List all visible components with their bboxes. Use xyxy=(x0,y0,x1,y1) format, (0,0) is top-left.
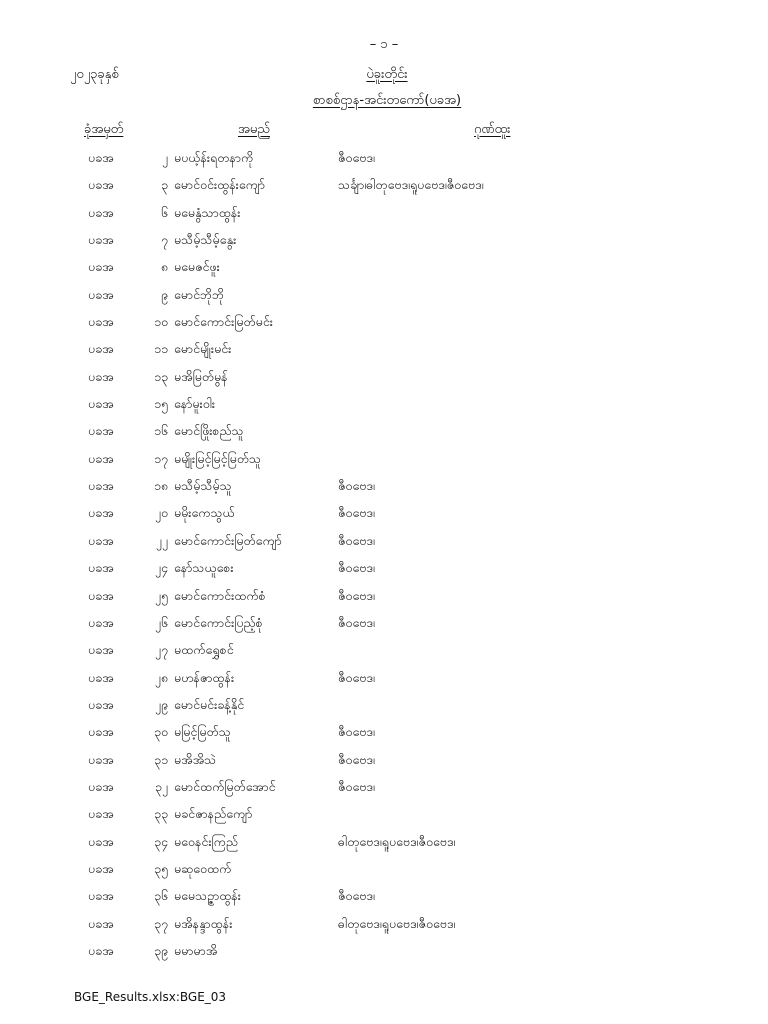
table-row xyxy=(0,746,768,773)
distinction-subjects: ဇီဝဗေဒ၊ xyxy=(338,532,375,548)
student-name: မခင်ဇာနည်ကျော် xyxy=(174,806,253,822)
exam-center-title xyxy=(0,92,768,111)
distinction-subjects: ဇီဝဗေဒ၊ xyxy=(338,724,375,740)
roll-number: ၂၇ xyxy=(154,642,168,658)
student-name: မောင်ဘိုဘို xyxy=(174,286,225,302)
roll-number: ၁၀ xyxy=(153,314,168,330)
table-row xyxy=(0,718,768,745)
column-header-name: အမည် xyxy=(238,122,270,137)
roll-number: ၂၅ xyxy=(154,587,168,603)
roll-number: ၁၈ xyxy=(153,478,168,494)
distinction-subjects: ဇီဝဗေဒ၊ xyxy=(338,478,375,494)
region-title-text: ပဲခူးတိုင်း xyxy=(366,67,408,82)
student-name: မောင်မျိုးမင်း xyxy=(174,341,232,357)
distinction-subjects: ဇီဝဗေဒ၊ xyxy=(338,614,375,630)
roll-number: ၃၃ xyxy=(153,806,168,822)
roll-number: ၁၃ xyxy=(153,368,168,384)
roll-number: ၂၂ xyxy=(155,532,168,548)
column-header-distinction: ဂုဏ်ထူး xyxy=(474,122,511,137)
roll-number: ၃၄ xyxy=(153,833,168,849)
roll-number: ၁၁ xyxy=(153,341,168,357)
roll-number: ၉ xyxy=(160,286,168,302)
table-row xyxy=(0,828,768,855)
student-name: မောင်ဝင်းထွန်းကျော် xyxy=(174,177,265,193)
roll-prefix: ပခအ xyxy=(88,942,114,958)
roll-number: ၂၀ xyxy=(154,505,168,521)
student-name: မမိုးကေသွယ် xyxy=(174,505,235,521)
roll-prefix: ပခအ xyxy=(88,669,114,685)
roll-prefix: ပခအ xyxy=(88,560,114,576)
roll-prefix: ပခအ xyxy=(88,724,114,740)
distinction-subjects: ဇီဝဗေဒ၊ xyxy=(338,778,375,794)
roll-number: ၃၇ xyxy=(153,915,168,931)
roll-number: ၃ xyxy=(160,177,168,193)
student-name: မောင်ဖြိုးစည်သူ xyxy=(174,423,244,439)
roll-prefix: ပခအ xyxy=(88,396,114,412)
table-row xyxy=(0,882,768,909)
student-name: မောင်ကောင်းပြည့်စုံ xyxy=(174,614,263,630)
distinction-subjects: ဓါတုဗေဒ၊ရူပဗေဒ၊ဇီဝဗေဒ၊ xyxy=(338,915,456,931)
roll-prefix: ပခအ xyxy=(88,368,114,384)
distinction-subjects: ဇီဝဗေဒ၊ xyxy=(338,150,375,165)
student-name: မအိအိသဲ xyxy=(174,751,217,767)
roll-prefix: ပခအ xyxy=(88,778,114,794)
student-name: မသီမ့်သီမ့်သူ xyxy=(174,478,232,494)
table-row xyxy=(0,636,768,663)
roll-prefix: ပခအ xyxy=(88,204,114,220)
table-row xyxy=(0,691,768,718)
roll-prefix: ပခအ xyxy=(88,286,114,302)
distinction-subjects: ဓါတုဗေဒ၊ရူပဗေဒ၊ဇီဝဗေဒ၊ xyxy=(338,833,456,849)
region-title xyxy=(0,66,768,85)
table-row xyxy=(0,800,768,827)
roll-number: ၆ xyxy=(160,204,168,220)
roll-number: ၃၀ xyxy=(153,724,168,740)
table-row xyxy=(0,144,768,171)
table-row xyxy=(0,445,768,472)
roll-number: ၈ xyxy=(160,259,168,275)
roll-number: ၁၇ xyxy=(153,450,168,466)
roll-prefix: ပခအ xyxy=(88,833,114,849)
table-row xyxy=(0,253,768,280)
roll-prefix: ပခအ xyxy=(88,696,114,712)
roll-number: ၃၆ xyxy=(153,888,168,904)
roll-prefix: ပခအ xyxy=(88,505,114,521)
table-row xyxy=(0,937,768,964)
roll-prefix: ပခအ xyxy=(88,614,114,630)
student-name: မမျိုးမြင့်မြင့်မြတ်သူ xyxy=(174,450,262,466)
roll-prefix: ပခအ xyxy=(88,450,114,466)
student-name: မောင်ကောင်းမြတ်မင်း xyxy=(174,314,273,330)
student-name: မအိမြတ်မွန် xyxy=(174,368,228,384)
table-row xyxy=(0,390,768,417)
roll-number: ၂ xyxy=(161,150,168,165)
table-row xyxy=(0,773,768,800)
table-row xyxy=(0,664,768,691)
student-name: မသီမ့်သီမ့်နွေး xyxy=(174,232,237,248)
student-name: မောင်ကောင်းထက်စံ xyxy=(174,587,266,603)
distinction-subjects: ဇီဝဗေဒ၊ xyxy=(338,888,375,904)
footer-source: BGE_Results.xlsx:BGE_03 xyxy=(74,990,227,1004)
student-name: နော်သယူစေး xyxy=(174,560,234,576)
student-name: မပယ့်န်းရတနာကို xyxy=(174,150,254,165)
table-row xyxy=(0,554,768,581)
student-name: မဆုဝေထက် xyxy=(174,860,232,876)
page-number: – ၁ – xyxy=(369,37,399,52)
results-list xyxy=(0,144,768,964)
roll-prefix: ပခအ xyxy=(88,341,114,357)
roll-prefix: ပခအ xyxy=(88,423,114,439)
roll-number: ၃၁ xyxy=(153,751,168,767)
roll-prefix: ပခအ xyxy=(88,177,114,193)
roll-prefix: ပခအ xyxy=(88,642,114,658)
distinction-subjects: ဇီဝဗေဒ၊ xyxy=(338,669,375,685)
student-name: မောင်ကောင်းမြတ်ကျော် xyxy=(174,532,282,548)
year-label: ၂၀၂၃ခုနှစ် xyxy=(70,67,119,82)
roll-number: ၂၆ xyxy=(154,614,168,630)
distinction-subjects: ဇီဝဗေဒ၊ xyxy=(338,587,375,603)
student-name: မောင်မင်းခန့်နိုင် xyxy=(174,696,245,712)
student-name: မမေသဉ္ဇာထွန်း xyxy=(174,888,241,904)
table-row xyxy=(0,417,768,444)
student-name: မောင်ထက်မြတ်အောင် xyxy=(174,778,276,794)
roll-prefix: ပခအ xyxy=(88,478,114,494)
roll-number: ၁၆ xyxy=(153,423,168,439)
roll-prefix: ပခအ xyxy=(88,314,114,330)
distinction-subjects: သင်္ချာ၊ဓါတုဗေဒ၊ရူပဗေဒ၊ဇီဝဗေဒ၊ xyxy=(338,177,484,193)
roll-prefix: ပခအ xyxy=(88,232,114,248)
table-row xyxy=(0,226,768,253)
roll-prefix: ပခအ xyxy=(88,532,114,548)
roll-prefix: ပခအ xyxy=(88,259,114,275)
roll-number: ၃၅ xyxy=(153,860,168,876)
roll-prefix: ပခအ xyxy=(88,150,114,165)
roll-number: ၂၄ xyxy=(154,560,168,576)
student-name: နော်မူးဝါး xyxy=(174,396,216,412)
roll-number: ၃၉ xyxy=(153,942,168,958)
table-row xyxy=(0,335,768,362)
table-row xyxy=(0,855,768,882)
exam-center-title-text: စာစစ်ဌာန-အင်းတကော်(ပခအ) xyxy=(312,93,462,108)
student-name: မမေဇင်ဖူး xyxy=(174,259,220,275)
roll-number: ၇ xyxy=(160,232,168,248)
student-name: မမြင့်မြတ်သူ xyxy=(174,724,231,740)
roll-prefix: ပခအ xyxy=(88,888,114,904)
student-name: မအိနန္ဒာထွန်း xyxy=(174,915,233,931)
table-row xyxy=(0,499,768,526)
student-name: မဟန်ဇာထွန်း xyxy=(174,669,235,685)
table-row xyxy=(0,609,768,636)
roll-prefix: ပခအ xyxy=(88,806,114,822)
roll-prefix: ပခအ xyxy=(88,751,114,767)
roll-prefix: ပခအ xyxy=(88,587,114,603)
column-header-roll: ခုံအမှတ် xyxy=(84,122,124,137)
roll-prefix: ပခအ xyxy=(88,860,114,876)
roll-number: ၃၂ xyxy=(154,778,168,794)
table-row xyxy=(0,527,768,554)
roll-prefix: ပခအ xyxy=(88,915,114,931)
distinction-subjects: ဇီဝဗေဒ၊ xyxy=(338,505,375,521)
distinction-subjects: ဇီဝဗေဒ၊ xyxy=(338,560,375,576)
distinction-subjects: ဇီဝဗေဒ၊ xyxy=(338,751,375,767)
table-row xyxy=(0,281,768,308)
table-row xyxy=(0,582,768,609)
student-name: မမာမာအိ xyxy=(174,942,218,958)
student-name: မထက်ရွှေစင် xyxy=(174,642,234,658)
roll-number: ၁၅ xyxy=(153,396,168,412)
roll-number: ၂၈ xyxy=(154,669,168,685)
table-row xyxy=(0,171,768,198)
student-name: မဝေနင်းကြည် xyxy=(174,833,238,849)
table-row xyxy=(0,910,768,937)
table-row xyxy=(0,308,768,335)
table-row xyxy=(0,472,768,499)
table-row xyxy=(0,363,768,390)
student-name: မမေနွံသာထွန်း xyxy=(174,204,241,220)
table-row xyxy=(0,199,768,226)
roll-number: ၂၉ xyxy=(154,696,168,712)
